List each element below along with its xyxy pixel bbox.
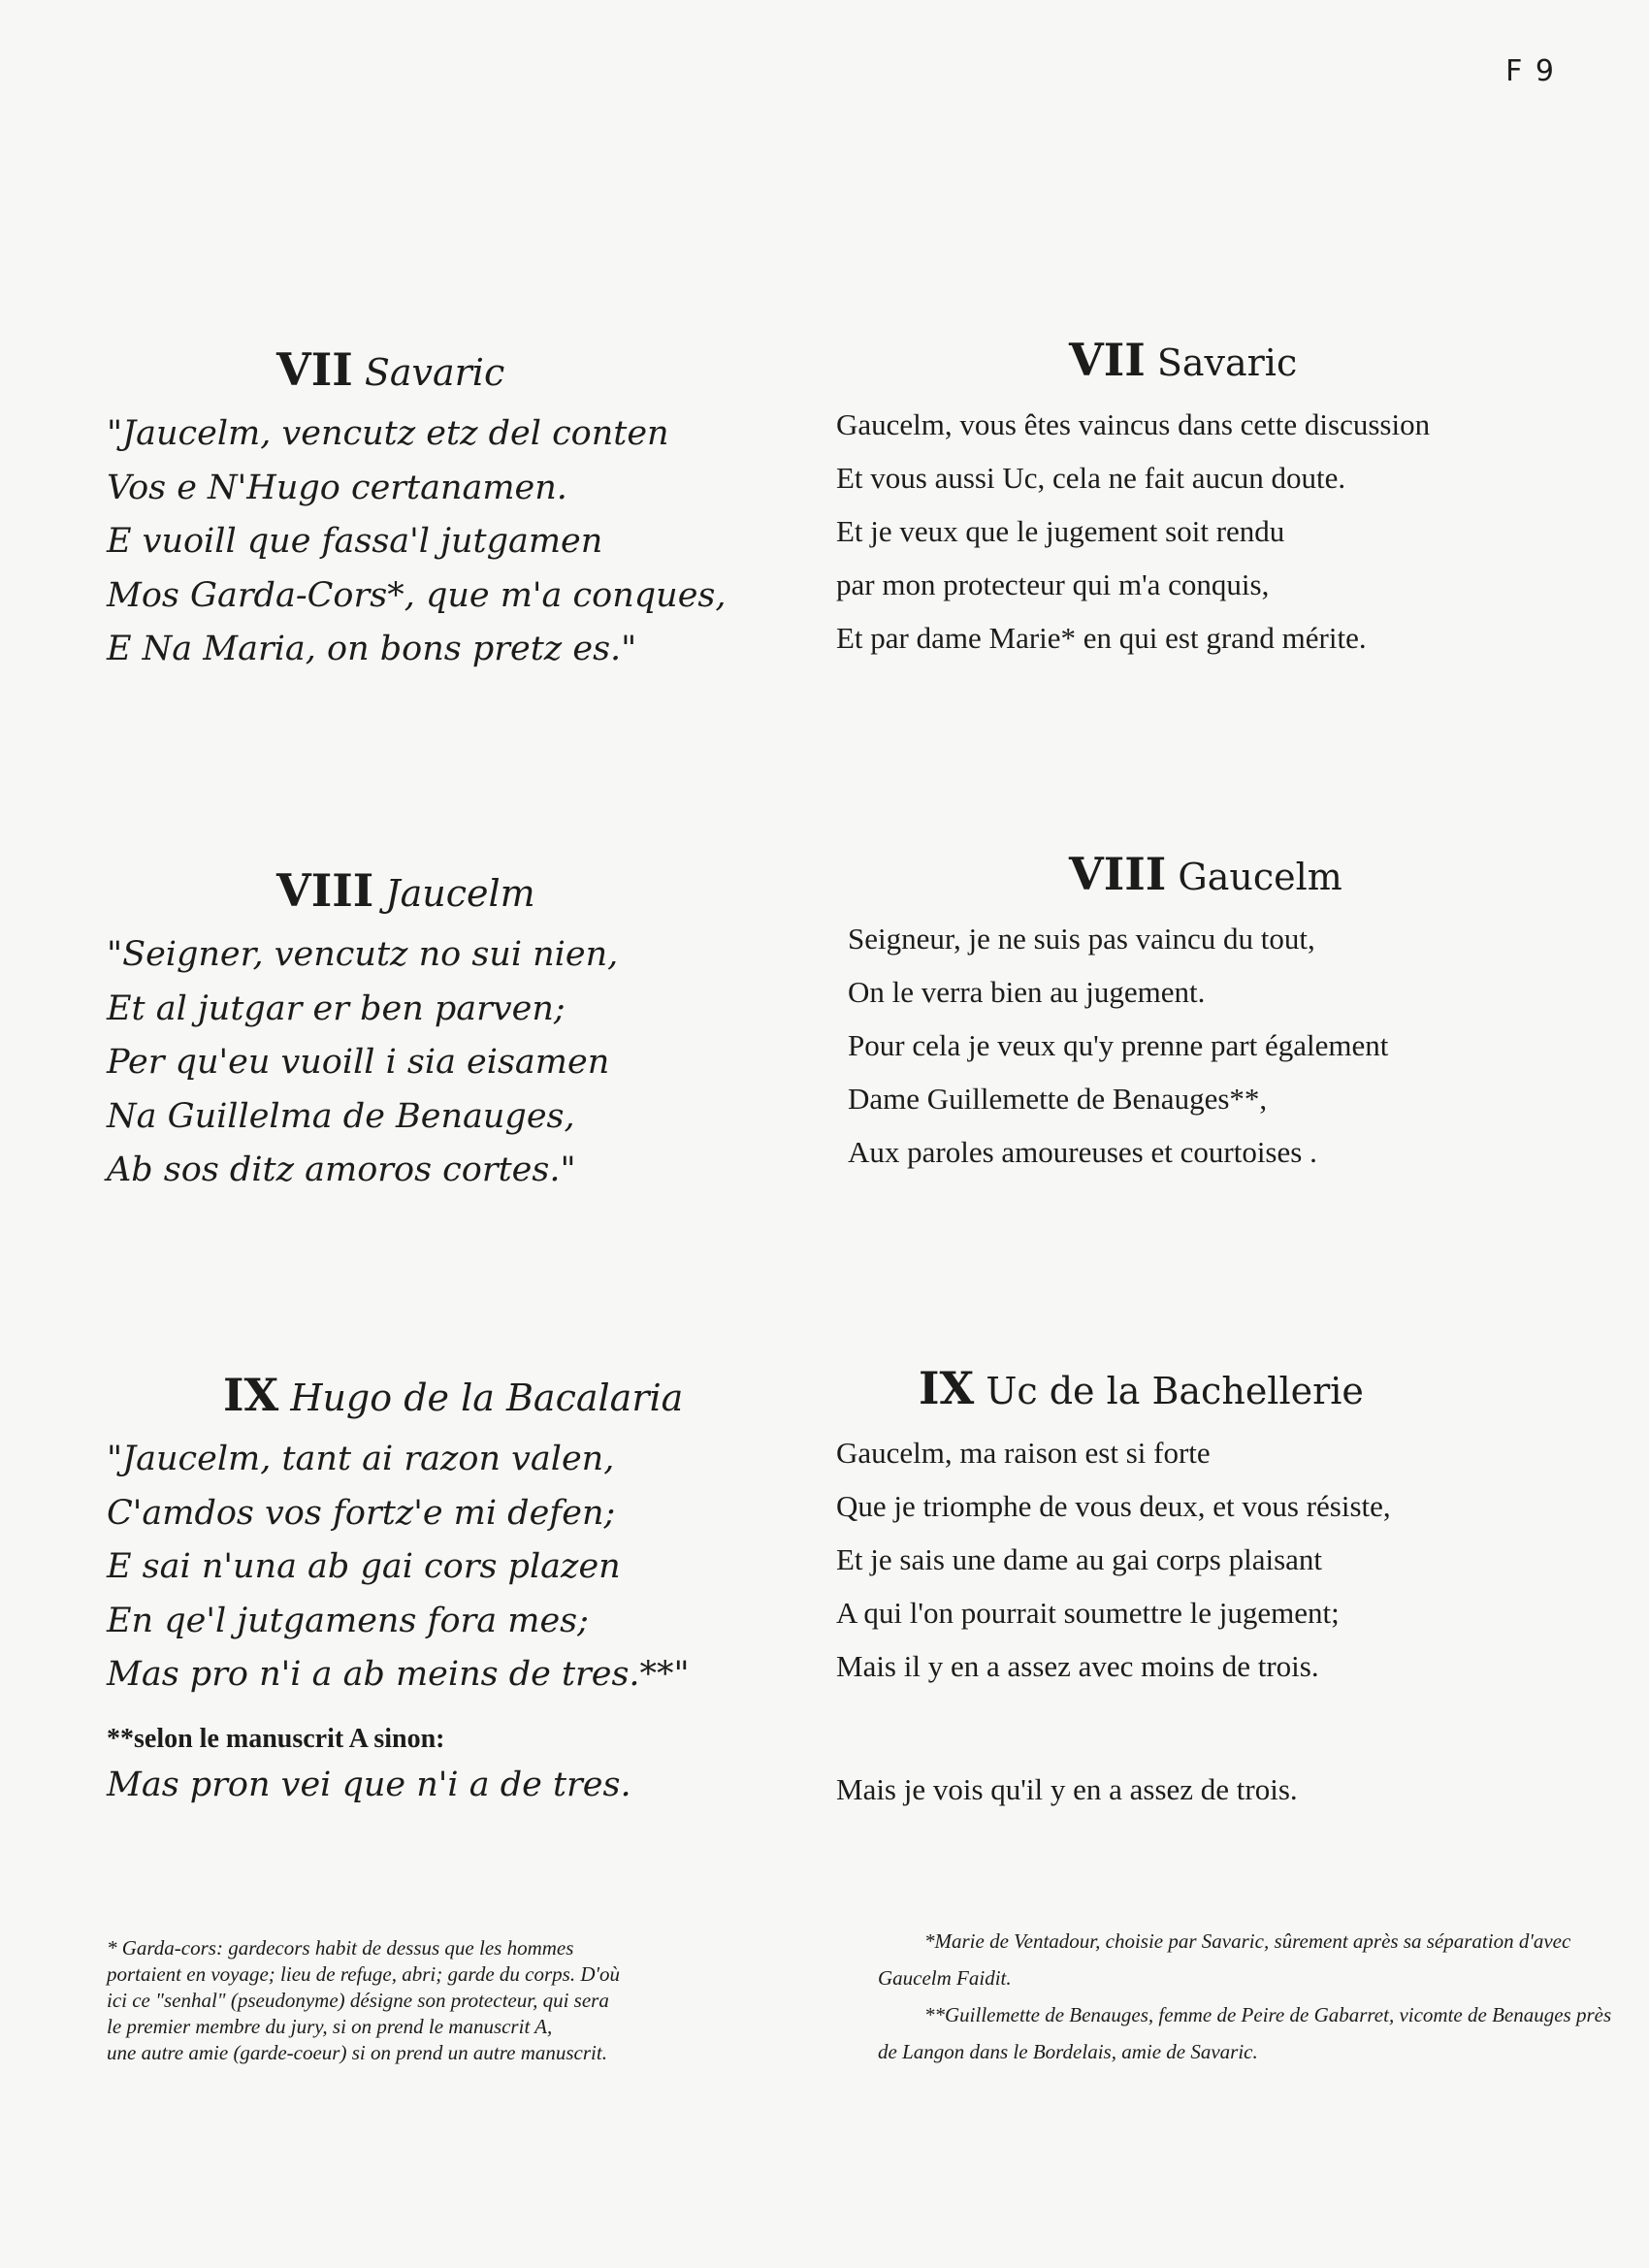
verse-line: Ab sos ditz amoros cortes.": [107, 1150, 576, 1189]
translation-line: Seigneur, je ne suis pas vaincu du tout,: [848, 922, 1315, 956]
footnote-line: une autre amie (garde-coeur) si on prend un autre manuscrit.: [107, 2041, 607, 2064]
stanza-number: VIII: [276, 864, 374, 917]
page-number: F 9: [1505, 54, 1556, 88]
occitan-stanza-vii: [107, 344, 844, 677]
translation-line: Mais il y en a assez avec moins de trois.: [836, 1649, 1319, 1683]
translation-line: Que je triomphe de vous deux, et vous résiste,: [836, 1489, 1391, 1523]
verse-line: C'amdos vos fortz'e mi defen;: [107, 1493, 616, 1533]
verse-line: Vos e N'Hugo certanamen.: [107, 468, 567, 507]
variant-translation-line: Mais je vois qu'il y en a assez de trois.: [836, 1772, 1298, 1806]
translation-line: Et je veux que le jugement soit rendu: [836, 514, 1285, 548]
translation-line: On le verra bien au jugement.: [848, 975, 1206, 1009]
footnote-line: portaient en voyage; lieu de refuge, abri; garde du corps. D'où: [107, 1962, 620, 1986]
footnotes-right: [878, 1923, 1615, 2070]
translation-line: Aux paroles amoureuses et courtoises .: [848, 1135, 1317, 1169]
speaker-name: Gaucelm: [1178, 856, 1342, 898]
speaker-name: Jaucelm: [385, 872, 535, 915]
footnote-marie: *Marie de Ventadour, choisie par Savaric, sûrement après sa séparation d'avec Gaucelm Faidit.: [878, 1929, 1571, 1990]
verse-line: E vuoill que fassa'l jutgamen: [107, 522, 603, 561]
french-stanza-viii: [836, 849, 1641, 1179]
verse-line: Et al jutgar er ben parven;: [107, 988, 566, 1028]
stanza-heading: [223, 1370, 844, 1423]
stanza-heading: [1069, 849, 1641, 902]
translation-line: Et par dame Marie* en qui est grand mérite.: [836, 621, 1367, 655]
manuscript-variant-label: **selon le manuscrit A sinon:: [107, 1723, 445, 1754]
footnote-garda-cors: [107, 1935, 844, 2066]
verse-line: "Jaucelm, tant ai razon valen,: [107, 1440, 615, 1478]
translation-line: Gaucelm, ma raison est si forte: [836, 1436, 1211, 1470]
stanza-number: VII: [1069, 334, 1146, 386]
verse-line: Na Guillelma de Benauges,: [107, 1096, 575, 1136]
stanza-number: IX: [223, 1369, 279, 1421]
translation-line: Et vous aussi Uc, cela ne fait aucun doute.: [836, 461, 1346, 495]
stanza-heading: [919, 1363, 1641, 1416]
stanza-number: VIII: [1069, 848, 1167, 900]
verse-line: "Jaucelm, vencutz etz del conten: [107, 414, 669, 453]
footnote-line: le premier membre du jury, si on prend le manuscrit A,: [107, 2015, 553, 2038]
verse-line: Mos Garda-Cors*, que m'a conques,: [107, 575, 727, 615]
stanza-heading: [276, 865, 844, 919]
verse-line: "Seigner, vencutz no sui nien,: [107, 935, 619, 974]
variant-line: Mas pron vei que n'i a de tres.: [107, 1765, 631, 1804]
verse-line: En qe'l jutgamens fora mes;: [107, 1601, 589, 1640]
speaker-name: Savaric: [1156, 341, 1298, 384]
footnote-line: ici ce "senhal" (pseudonyme) désigne son protecteur, qui sera: [107, 1989, 609, 2012]
french-stanza-ix: [836, 1363, 1641, 1816]
verse-line: E Na Maria, on bons pretz es.": [107, 630, 637, 668]
translation-line: Et je sais une dame au gai corps plaisant: [836, 1542, 1323, 1576]
speaker-name: Uc de la Bachellerie: [986, 1370, 1364, 1412]
verse-line: Per qu'eu vuoill i sia eisamen: [107, 1043, 610, 1082]
stanza-number: VII: [276, 343, 353, 396]
footnote-line: * Garda-cors: gardecors habit de dessus que les hommes: [107, 1936, 574, 1960]
speaker-name: Savaric: [364, 351, 505, 394]
occitan-stanza-ix: [107, 1370, 844, 1812]
translation-line: A qui l'on pourrait soumettre le jugement;: [836, 1596, 1340, 1630]
french-stanza-vii: [836, 335, 1641, 664]
stanza-heading: [1069, 335, 1641, 388]
verse-line: Mas pro n'i a ab meins de tres.**": [107, 1655, 690, 1694]
translation-line: Dame Guillemette de Benauges**,: [848, 1082, 1268, 1116]
occitan-stanza-viii: [107, 865, 844, 1198]
translation-line: Gaucelm, vous êtes vaincus dans cette discussion: [836, 407, 1431, 441]
translation-line: Pour cela je veux qu'y prenne part également: [848, 1028, 1389, 1062]
speaker-name: Hugo de la Bacalaria: [290, 1377, 684, 1419]
stanza-heading: [276, 344, 844, 398]
translation-line: par mon protecteur qui m'a conquis,: [836, 567, 1270, 601]
stanza-number: IX: [919, 1362, 975, 1414]
verse-line: E sai n'una ab gai cors plazen: [107, 1547, 621, 1586]
footnote-guillemette: **Guillemette de Benauges, femme de Peire de Gabarret, vicomte de Benauges près de Langon dans le Bordelais, amie de Savaric.: [878, 2003, 1612, 2063]
